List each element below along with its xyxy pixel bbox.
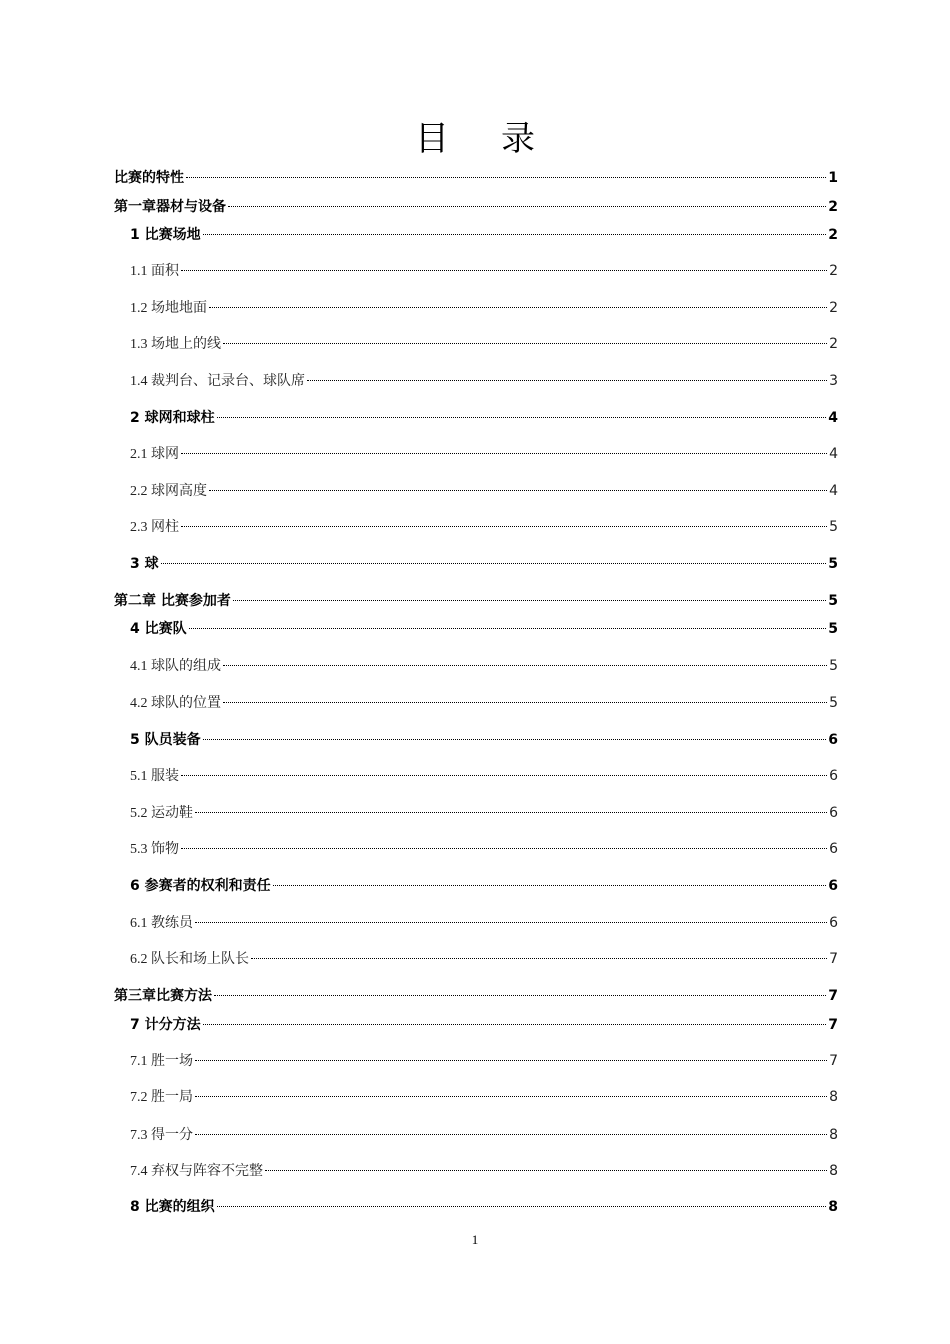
toc-entry-page: 3 bbox=[829, 373, 838, 389]
dot-leader bbox=[265, 1170, 827, 1171]
toc-entry-page: 4 bbox=[829, 483, 838, 499]
dot-leader bbox=[251, 958, 827, 959]
toc-entry-label: 第三章比赛方法 bbox=[114, 988, 212, 1004]
toc-entry-page: 6 bbox=[829, 768, 838, 784]
toc-entry[interactable] bbox=[114, 196, 838, 218]
toc-entry-label: 7.1 胜一场 bbox=[130, 1054, 193, 1069]
toc-entry-label: 8 比赛的组织 bbox=[130, 1199, 215, 1215]
dot-leader bbox=[181, 270, 827, 271]
toc-entry-label: 7.3 得一分 bbox=[130, 1128, 193, 1143]
toc-entry-label: 6.2 队长和场上队长 bbox=[130, 952, 249, 967]
dot-leader bbox=[223, 702, 827, 703]
toc-entry-label: 2.2 球网高度 bbox=[130, 484, 207, 499]
dot-leader bbox=[181, 848, 827, 849]
toc-entry[interactable] bbox=[130, 1014, 838, 1036]
toc-entry-page: 7 bbox=[828, 1017, 838, 1033]
dot-leader bbox=[181, 526, 827, 527]
toc-entry-page: 5 bbox=[829, 695, 838, 711]
dot-leader bbox=[233, 600, 826, 601]
dot-leader bbox=[217, 417, 827, 418]
toc-entry-page: 1 bbox=[828, 170, 838, 186]
toc-entry[interactable] bbox=[130, 765, 838, 787]
toc-entry-page: 6 bbox=[828, 878, 838, 894]
toc-entry-page: 8 bbox=[829, 1163, 838, 1179]
dot-leader bbox=[203, 1024, 827, 1025]
toc-entry-page: 2 bbox=[829, 300, 838, 316]
dot-leader bbox=[181, 775, 827, 776]
page-title: 目录 bbox=[415, 119, 587, 159]
toc-entry-label: 3 球 bbox=[130, 556, 159, 572]
page-number: 1 bbox=[471, 1232, 479, 1247]
toc-entry-label: 4.2 球队的位置 bbox=[130, 696, 221, 711]
dot-leader bbox=[307, 380, 827, 381]
toc-entry-page: 4 bbox=[829, 446, 838, 462]
toc-entry-label: 4 比赛队 bbox=[130, 621, 187, 637]
toc-entry-page: 8 bbox=[829, 1089, 838, 1105]
toc-entry-label: 7.2 胜一局 bbox=[130, 1090, 193, 1105]
toc-entry-page: 5 bbox=[829, 658, 838, 674]
dot-leader bbox=[195, 812, 827, 813]
toc-entry-page: 2 bbox=[828, 227, 838, 243]
toc-entry-label: 1.1 面积 bbox=[130, 264, 179, 279]
toc-entry-label: 5.3 饰物 bbox=[130, 842, 179, 857]
toc-entry-label: 1 比赛场地 bbox=[130, 227, 201, 243]
toc-entry[interactable] bbox=[130, 1196, 838, 1218]
toc-entry-label: 1.4 裁判台、记录台、球队席 bbox=[130, 374, 305, 389]
toc-entry[interactable] bbox=[130, 729, 838, 751]
toc-entry[interactable] bbox=[130, 333, 838, 355]
toc-entry-label: 2.3 网柱 bbox=[130, 520, 179, 535]
toc-entry-label: 5 队员装备 bbox=[130, 732, 201, 748]
toc-entry[interactable] bbox=[130, 480, 838, 502]
toc-entry[interactable] bbox=[130, 1086, 838, 1108]
toc-entry-page: 6 bbox=[828, 732, 838, 748]
toc-entry-page: 5 bbox=[828, 593, 838, 609]
toc-entry[interactable] bbox=[114, 167, 838, 189]
toc-entry[interactable] bbox=[130, 260, 838, 282]
dot-leader bbox=[195, 1134, 827, 1135]
dot-leader bbox=[209, 307, 827, 308]
toc-entry[interactable] bbox=[130, 370, 838, 392]
toc-entry-page: 2 bbox=[828, 199, 838, 215]
toc-entry[interactable] bbox=[130, 948, 838, 970]
toc-entry-page: 8 bbox=[829, 1127, 838, 1143]
toc-entry-page: 5 bbox=[829, 519, 838, 535]
dot-leader bbox=[214, 995, 826, 996]
toc-entry[interactable] bbox=[130, 875, 838, 897]
toc-entry[interactable] bbox=[130, 443, 838, 465]
toc-entry[interactable] bbox=[114, 985, 838, 1007]
toc-entry-page: 2 bbox=[829, 263, 838, 279]
toc-entry[interactable] bbox=[130, 655, 838, 677]
toc-entry-page: 6 bbox=[829, 915, 838, 931]
toc-entry[interactable] bbox=[114, 590, 838, 612]
dot-leader bbox=[195, 1096, 827, 1097]
dot-leader bbox=[223, 343, 827, 344]
toc-entry-label: 5.1 服装 bbox=[130, 769, 179, 784]
toc-entry[interactable] bbox=[130, 618, 838, 640]
toc-entry-page: 4 bbox=[828, 410, 838, 426]
toc-entry[interactable] bbox=[130, 1050, 838, 1072]
toc-entry-page: 7 bbox=[829, 1053, 838, 1069]
dot-leader bbox=[228, 206, 826, 207]
dot-leader bbox=[223, 665, 827, 666]
dot-leader bbox=[273, 885, 827, 886]
toc-entry-label: 7 计分方法 bbox=[130, 1017, 201, 1033]
toc-entry-page: 6 bbox=[829, 841, 838, 857]
toc-entry[interactable] bbox=[130, 912, 838, 934]
toc-entry[interactable] bbox=[130, 802, 838, 824]
toc-entry-label: 第二章 比赛参加者 bbox=[114, 593, 231, 609]
toc-entry[interactable] bbox=[130, 838, 838, 860]
toc-entry-label: 2 球网和球柱 bbox=[130, 410, 215, 426]
toc-entry-label: 5.2 运动鞋 bbox=[130, 806, 193, 821]
dot-leader bbox=[209, 490, 827, 491]
toc-entry-page: 5 bbox=[828, 556, 838, 572]
toc-entry-label: 比赛的特性 bbox=[114, 170, 184, 186]
dot-leader bbox=[189, 628, 827, 629]
toc-entry[interactable] bbox=[130, 553, 838, 575]
toc-entry-label: 4.1 球队的组成 bbox=[130, 659, 221, 674]
toc-entry[interactable] bbox=[130, 297, 838, 319]
toc-entry[interactable] bbox=[130, 1124, 838, 1146]
dot-leader bbox=[161, 563, 827, 564]
toc-entry-page: 6 bbox=[829, 805, 838, 821]
toc-entry-page: 7 bbox=[828, 988, 838, 1004]
toc-entry-label: 1.2 场地地面 bbox=[130, 301, 207, 316]
dot-leader bbox=[195, 1060, 827, 1061]
toc-entry[interactable] bbox=[130, 692, 838, 714]
toc-entry[interactable] bbox=[130, 224, 838, 246]
toc-entry-page: 5 bbox=[828, 621, 838, 637]
toc-entry[interactable] bbox=[130, 1160, 838, 1182]
toc-entry-label: 1.3 场地上的线 bbox=[130, 337, 221, 352]
toc-entry-page: 2 bbox=[829, 336, 838, 352]
toc-entry-label: 7.4 弃权与阵容不完整 bbox=[130, 1164, 263, 1179]
dot-leader bbox=[195, 922, 827, 923]
toc-entry[interactable] bbox=[130, 516, 838, 538]
dot-leader bbox=[203, 739, 827, 740]
toc-entry[interactable] bbox=[130, 407, 838, 429]
toc-entry-label: 2.1 球网 bbox=[130, 447, 179, 462]
toc-entry-page: 7 bbox=[829, 951, 838, 967]
toc-entry-label: 6 参赛者的权利和责任 bbox=[130, 878, 271, 894]
dot-leader bbox=[186, 177, 826, 178]
dot-leader bbox=[203, 234, 827, 235]
dot-leader bbox=[217, 1206, 827, 1207]
toc-entry-label: 6.1 教练员 bbox=[130, 916, 193, 931]
dot-leader bbox=[181, 453, 827, 454]
toc-entry-page: 8 bbox=[828, 1199, 838, 1215]
toc-entry-label: 第一章器材与设备 bbox=[114, 199, 226, 215]
